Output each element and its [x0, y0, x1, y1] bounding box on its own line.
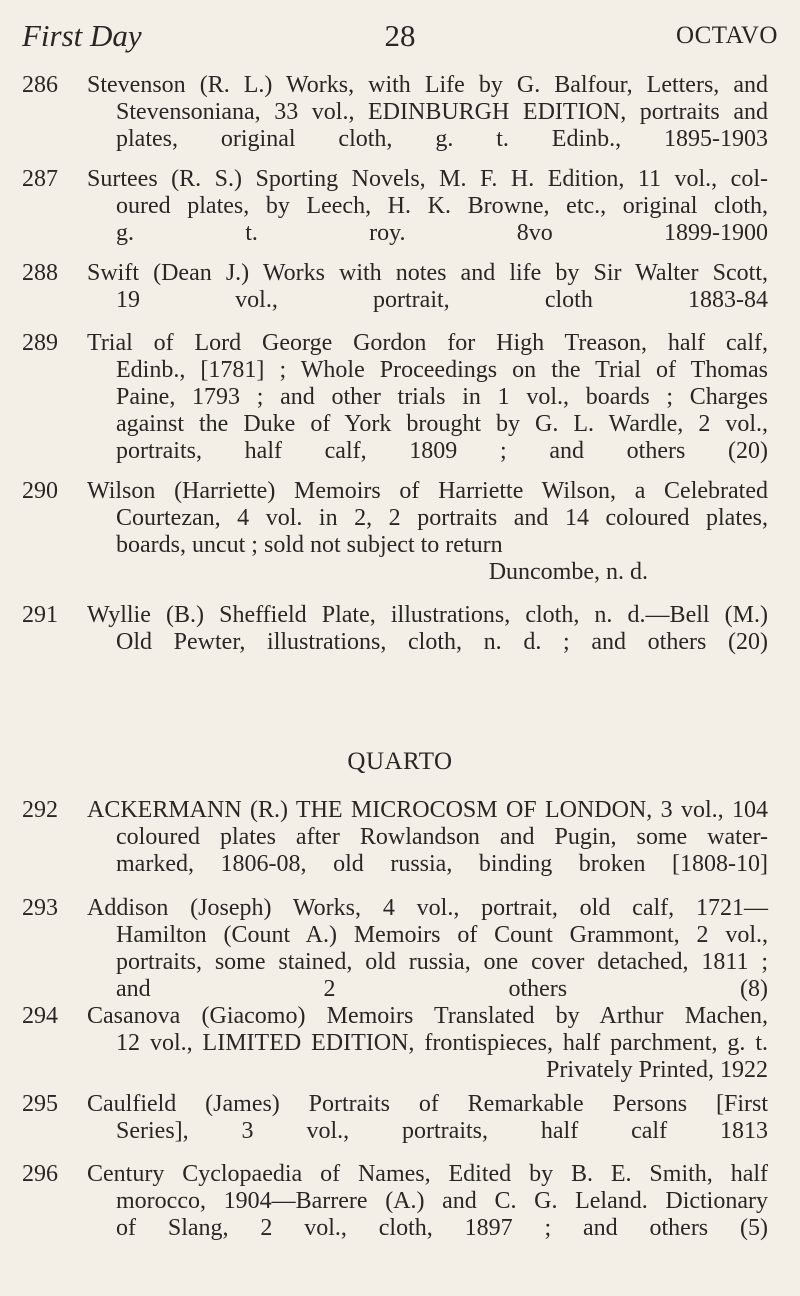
entry-line: plates, original cloth, g. t. Edinb., 1895-1903: [116, 126, 768, 152]
catalogue-entry: [22, 1091, 768, 1145]
entry-line: Old Pewter, illustrations, cloth, n. d. ; and others (20): [116, 629, 768, 655]
entry-description: [87, 330, 768, 465]
entry-description: [87, 72, 768, 153]
page-number: 28: [384, 18, 416, 53]
entry-line: Privately Printed, 1922: [546, 1057, 768, 1083]
entry-description: [87, 260, 768, 314]
section-heading: QUARTO: [347, 748, 453, 775]
entry-line: g. t. roy. 8vo 1899-1900: [116, 220, 768, 246]
entry-line: Addison (Joseph) Works, 4 vol., portrait, old calf, 1721—: [87, 895, 768, 921]
catalogue-entry: [22, 478, 768, 586]
catalogue-entry: [22, 895, 768, 1003]
entry-line: portraits, half calf, 1809 ; and others (20): [116, 438, 768, 464]
entry-line: Caulfield (James) Portraits of Remarkable Persons [First: [87, 1091, 768, 1117]
entry-line: marked, 1806-08, old russia, binding broken [1808-10]: [116, 851, 768, 877]
catalogue-entry: [22, 602, 768, 656]
running-head-format: OCTAVO: [676, 22, 778, 49]
catalogue-entry: [22, 260, 768, 314]
entry-line: Wyllie (B.) Sheffield Plate, illustrations, cloth, n. d.—Bell (M.): [87, 602, 768, 628]
lot-number: 295: [22, 1091, 58, 1117]
entry-line: coloured plates after Rowlandson and Pugin, some water-: [116, 824, 768, 850]
entry-description: [87, 797, 768, 878]
entry-line: Surtees (R. S.) Sporting Novels, M. F. H. Edition, 11 vol., col-: [87, 166, 768, 192]
entry-line: boards, uncut ; sold not subject to return: [116, 532, 503, 558]
entry-line: morocco, 1904—Barrere (A.) and C. G. Leland. Dictionary: [116, 1188, 768, 1214]
entry-line: Courtezan, 4 vol. in 2, 2 portraits and 14 coloured plates,: [116, 505, 768, 531]
entry-line: against the Duke of York brought by G. L. Wardle, 2 vol.,: [116, 411, 768, 437]
lot-number: 294: [22, 1003, 58, 1029]
lot-number: 288: [22, 260, 58, 286]
catalogue-entry: [22, 166, 768, 247]
entry-description: [87, 1161, 768, 1242]
entry-line: Swift (Dean J.) Works with notes and life by Sir Walter Scott,: [87, 260, 768, 286]
entry-line: Series], 3 vol., portraits, half calf 1813: [116, 1118, 768, 1144]
entry-line: Stevenson (R. L.) Works, with Life by G. Balfour, Letters, and: [87, 72, 768, 98]
entry-description: [87, 478, 768, 586]
running-head: [22, 18, 778, 54]
entry-line: ACKERMANN (R.) THE MICROCOSM OF LONDON, 3 vol., 104: [87, 797, 768, 823]
lot-number: 286: [22, 72, 58, 98]
lot-number: 290: [22, 478, 58, 504]
entry-line: oured plates, by Leech, H. K. Browne, etc., original cloth,: [116, 193, 768, 219]
catalogue-entry: [22, 72, 768, 153]
entry-line: portraits, some stained, old russia, one cover detached, 1811 ;: [116, 949, 768, 975]
entry-line: of Slang, 2 vol., cloth, 1897 ; and others (5): [116, 1215, 768, 1241]
lot-number: 292: [22, 797, 58, 823]
entry-description: [87, 1003, 768, 1084]
catalogue-entry: [22, 1161, 768, 1242]
entry-line: Century Cyclopaedia of Names, Edited by B. E. Smith, half: [87, 1161, 768, 1187]
catalogue-entry: [22, 797, 768, 878]
entry-line: 19 vol., portrait, cloth 1883-84: [116, 287, 768, 313]
entry-line: and 2 others (8): [116, 976, 768, 1002]
catalogue-entry: [22, 1003, 768, 1084]
entry-line: Duncombe, n. d.: [488, 559, 648, 585]
lot-number: 289: [22, 330, 58, 356]
entry-line: 12 vol., LIMITED EDITION, frontispieces, half parchment, g. t.: [116, 1030, 768, 1056]
entry-line: Wilson (Harriette) Memoirs of Harriette Wilson, a Celebrated: [87, 478, 768, 504]
catalogue-entry: [22, 330, 768, 465]
entry-line: Hamilton (Count A.) Memoirs of Count Grammont, 2 vol.,: [116, 922, 768, 948]
entry-description: [87, 166, 768, 247]
entry-description: [87, 895, 768, 1003]
entry-line: Casanova (Giacomo) Memoirs Translated by Arthur Machen,: [87, 1003, 768, 1029]
lot-number: 287: [22, 166, 58, 192]
lot-number: 293: [22, 895, 58, 921]
entry-description: [87, 602, 768, 656]
entry-line: Trial of Lord George Gordon for High Treason, half calf,: [87, 330, 768, 356]
running-head-section: First Day: [22, 18, 142, 53]
entry-line: Edinb., [1781] ; Whole Proceedings on the Trial of Thomas: [116, 357, 768, 383]
entry-line: Paine, 1793 ; and other trials in 1 vol., boards ; Charges: [116, 384, 768, 410]
entry-line: Stevensoniana, 33 vol., EDINBURGH EDITION, portraits and: [116, 99, 768, 125]
entry-description: [87, 1091, 768, 1145]
lot-number: 291: [22, 602, 58, 628]
lot-number: 296: [22, 1161, 58, 1187]
